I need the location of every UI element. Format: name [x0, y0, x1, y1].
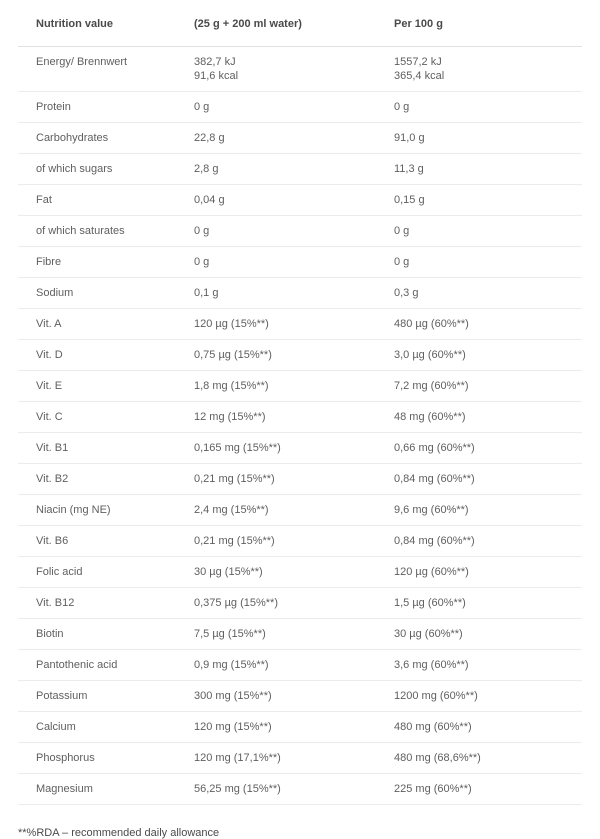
table-body [18, 47, 582, 805]
table-header [18, 0, 582, 47]
table-row [18, 495, 582, 526]
cell-serving-value [190, 47, 390, 92]
cell-serving-value [190, 92, 390, 123]
value-line: 0 g [194, 101, 210, 113]
cell-serving-value [190, 526, 390, 557]
value-line: 7,2 mg (60%**) [394, 380, 469, 392]
table-row [18, 47, 582, 92]
table-row [18, 650, 582, 681]
cell-per-100g-value [390, 371, 582, 402]
table-row [18, 433, 582, 464]
value-line: 0,9 mg (15%**) [194, 659, 269, 671]
cell-serving-value [190, 216, 390, 247]
nutrition-table [18, 0, 582, 805]
cell-per-100g-value [390, 712, 582, 743]
table-row [18, 402, 582, 433]
table-row [18, 185, 582, 216]
cell-per-100g-value [390, 47, 582, 92]
value-line: 0,84 mg (60%**) [394, 473, 475, 485]
cell-per-100g-value [390, 774, 582, 805]
value-line: 2,4 mg (15%**) [194, 504, 269, 516]
value-line: 2,8 g [194, 163, 219, 175]
table-row [18, 309, 582, 340]
cell-per-100g-value [390, 743, 582, 774]
value-line: 0,21 mg (15%**) [194, 473, 275, 485]
cell-serving-value [190, 464, 390, 495]
cell-nutrient-label: Vit. B12 [18, 588, 190, 619]
cell-per-100g-value [390, 247, 582, 278]
column-header-per-100g: Per 100 g [390, 0, 582, 47]
cell-nutrient-label: Folic acid [18, 557, 190, 588]
cell-nutrient-label: Vit. B6 [18, 526, 190, 557]
table-row [18, 123, 582, 154]
value-line: 0,15 g [394, 194, 425, 206]
cell-serving-value [190, 588, 390, 619]
value-line: 0 g [394, 256, 410, 268]
cell-nutrient-label: Potassium [18, 681, 190, 712]
value-line: 0 g [394, 101, 410, 113]
value-line: 0 g [394, 225, 410, 237]
value-line: 1,5 µg (60%**) [394, 597, 466, 609]
value-line: 11,3 g [394, 163, 424, 175]
cell-nutrient-label: Protein [18, 92, 190, 123]
value-line: 0,3 g [394, 287, 419, 299]
value-line: 120 mg (17,1%**) [194, 752, 281, 764]
cell-per-100g-value [390, 557, 582, 588]
cell-per-100g-value [390, 340, 582, 371]
value-line: 120 µg (15%**) [194, 318, 269, 330]
value-line: 1,8 mg (15%**) [194, 380, 269, 392]
cell-serving-value [190, 557, 390, 588]
value-line: 22,8 g [194, 132, 225, 144]
cell-nutrient-label: Vit. A [18, 309, 190, 340]
value-line: 480 µg (60%**) [394, 318, 469, 330]
cell-nutrient-label: Pantothenic acid [18, 650, 190, 681]
cell-per-100g-value [390, 495, 582, 526]
value-line: 0,21 mg (15%**) [194, 535, 275, 547]
column-header-serving: (25 g + 200 ml water) [190, 0, 390, 47]
cell-serving-value [190, 495, 390, 526]
cell-nutrient-label: Niacin (mg NE) [18, 495, 190, 526]
table-row [18, 588, 582, 619]
cell-nutrient-label: Fibre [18, 247, 190, 278]
cell-serving-value [190, 123, 390, 154]
cell-nutrient-label: Magnesium [18, 774, 190, 805]
value-line: 0,84 mg (60%**) [394, 535, 475, 547]
table-row [18, 340, 582, 371]
value-line: 91,0 g [394, 132, 425, 144]
table-row [18, 681, 582, 712]
value-line: 0,66 mg (60%**) [394, 442, 475, 454]
value-line: 0 g [194, 225, 210, 237]
value-line: 0,375 µg (15%**) [194, 597, 278, 609]
cell-serving-value [190, 154, 390, 185]
value-line: 30 µg (60%**) [394, 628, 463, 640]
table-header-row [18, 0, 582, 47]
value-line: 300 mg (15%**) [194, 690, 272, 702]
cell-serving-value [190, 402, 390, 433]
cell-serving-value [190, 340, 390, 371]
value-line: 480 mg (68,6%**) [394, 752, 481, 764]
value-line: 1200 mg (60%**) [394, 690, 478, 702]
cell-nutrient-label: Vit. E [18, 371, 190, 402]
cell-per-100g-value [390, 433, 582, 464]
cell-nutrient-label: Vit. B1 [18, 433, 190, 464]
cell-per-100g-value [390, 278, 582, 309]
cell-nutrient-label: Vit. B2 [18, 464, 190, 495]
table-row [18, 743, 582, 774]
cell-nutrient-label: Phosphorus [18, 743, 190, 774]
table-row [18, 247, 582, 278]
cell-per-100g-value [390, 154, 582, 185]
cell-nutrient-label: Calcium [18, 712, 190, 743]
cell-per-100g-value [390, 650, 582, 681]
cell-serving-value [190, 743, 390, 774]
value-line: 56,25 mg (15%**) [194, 783, 281, 795]
cell-serving-value [190, 309, 390, 340]
cell-serving-value [190, 278, 390, 309]
cell-serving-value [190, 650, 390, 681]
cell-serving-value [190, 712, 390, 743]
cell-serving-value [190, 247, 390, 278]
cell-serving-value [190, 433, 390, 464]
cell-per-100g-value [390, 123, 582, 154]
cell-per-100g-value [390, 526, 582, 557]
table-row [18, 712, 582, 743]
value-line: 0,1 g [194, 287, 219, 299]
cell-serving-value [190, 371, 390, 402]
value-line: 12 mg (15%**) [194, 411, 266, 423]
table-row [18, 92, 582, 123]
table-row [18, 216, 582, 247]
value-line: 0,165 mg (15%**) [194, 442, 281, 454]
cell-per-100g-value [390, 619, 582, 650]
cell-nutrient-label: Sodium [18, 278, 190, 309]
cell-nutrient-label: Biotin [18, 619, 190, 650]
table-row [18, 619, 582, 650]
value-line: 30 µg (15%**) [194, 566, 263, 578]
table-row [18, 278, 582, 309]
table-row [18, 526, 582, 557]
column-header-nutrition-value: Nutrition value [18, 0, 190, 47]
value-line: 7,5 µg (15%**) [194, 628, 266, 640]
value-line: 480 mg (60%**) [394, 721, 472, 733]
value-line: 225 mg (60%**) [394, 783, 472, 795]
value-line: 120 mg (15%**) [194, 721, 272, 733]
value-line: 1557,2 kJ [394, 56, 442, 68]
table-row [18, 154, 582, 185]
cell-per-100g-value [390, 92, 582, 123]
cell-serving-value [190, 681, 390, 712]
cell-per-100g-value [390, 464, 582, 495]
cell-per-100g-value [390, 681, 582, 712]
value-line: 382,7 kJ [194, 56, 236, 68]
cell-serving-value [190, 774, 390, 805]
table-row [18, 557, 582, 588]
cell-per-100g-value [390, 588, 582, 619]
value-line: 3,6 mg (60%**) [394, 659, 469, 671]
table-row [18, 464, 582, 495]
value-line: 0,75 µg (15%**) [194, 349, 272, 361]
cell-nutrient-label: Vit. D [18, 340, 190, 371]
value-line: 3,0 µg (60%**) [394, 349, 466, 361]
value-line: 0,04 g [194, 194, 225, 206]
cell-nutrient-label: of which sugars [18, 154, 190, 185]
value-line: 9,6 mg (60%**) [394, 504, 469, 516]
cell-nutrient-label: Fat [18, 185, 190, 216]
cell-nutrient-label: Energy/ Brennwert [18, 47, 190, 92]
cell-serving-value [190, 619, 390, 650]
cell-nutrient-label: of which saturates [18, 216, 190, 247]
value-line: 365,4 kcal [394, 70, 445, 82]
cell-per-100g-value [390, 309, 582, 340]
cell-per-100g-value [390, 216, 582, 247]
table-row [18, 774, 582, 805]
cell-per-100g-value [390, 402, 582, 433]
value-line: 0 g [194, 256, 210, 268]
table-row [18, 371, 582, 402]
value-line: 91,6 kcal [194, 70, 239, 82]
footnote-rda: **%RDA – recommended daily allowance [18, 827, 220, 839]
cell-serving-value [190, 185, 390, 216]
cell-nutrient-label: Vit. C [18, 402, 190, 433]
cell-per-100g-value [390, 185, 582, 216]
value-line: 120 µg (60%**) [394, 566, 469, 578]
value-line: 48 mg (60%**) [394, 411, 466, 423]
cell-nutrient-label: Carbohydrates [18, 123, 190, 154]
